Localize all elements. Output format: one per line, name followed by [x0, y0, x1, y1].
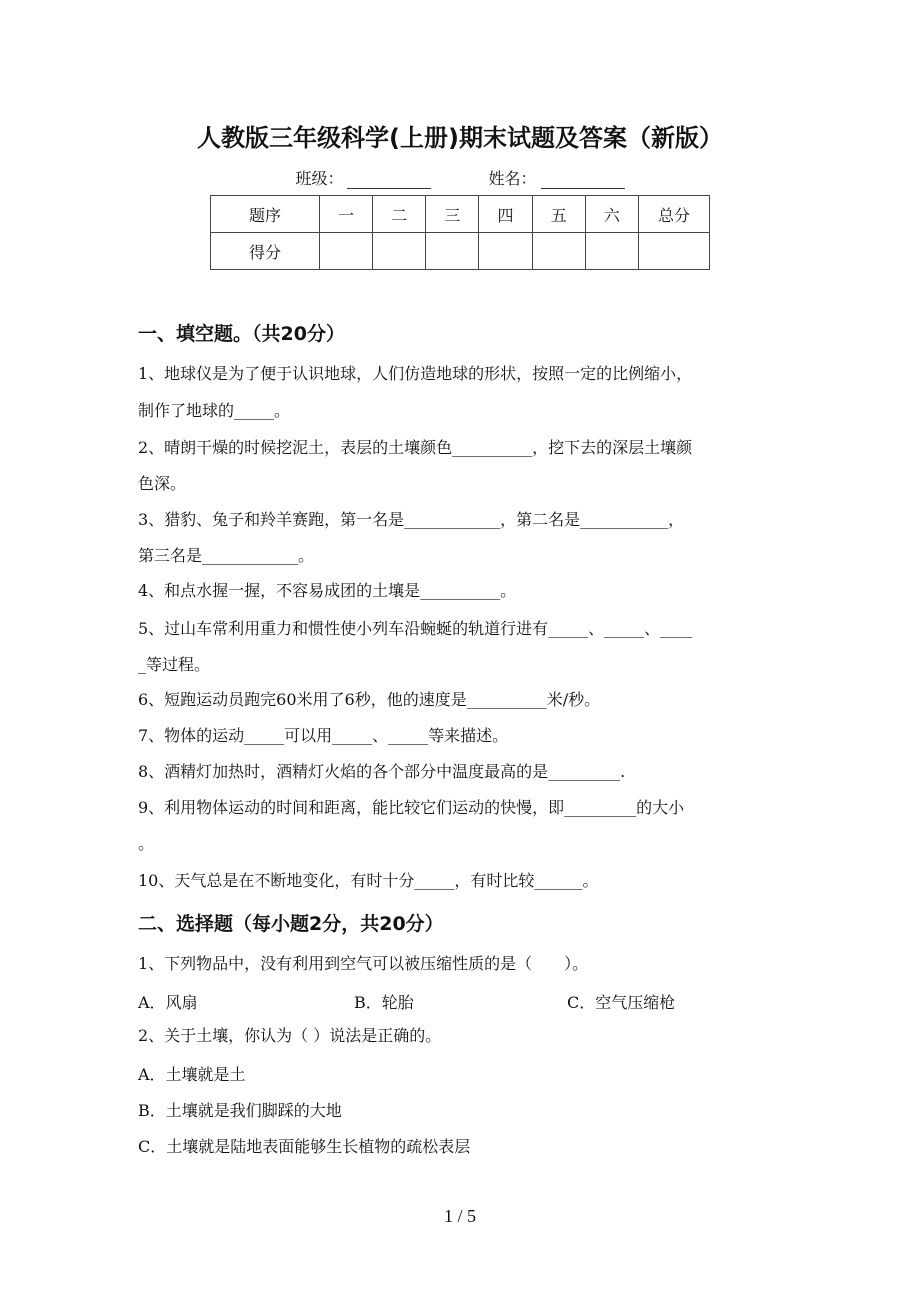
header-cell: 六: [585, 196, 638, 233]
question-line: 8、酒精灯加热时，酒精灯火焰的各个部分中温度最高的是_________.: [138, 762, 626, 781]
score-cell[interactable]: [373, 233, 426, 270]
header-cell: 四: [479, 196, 532, 233]
score-table: [210, 195, 710, 270]
question-line: 5、过山车常利用重力和惯性使小列车沿蜿蜒的轨道行进有_____、_____、____: [138, 619, 693, 638]
question-line: 9、利用物体运动的时间和距离，能比较它们运动的快慢，即_________的大小: [138, 798, 685, 817]
class-label: 班级：: [295, 169, 344, 188]
name-field: [489, 166, 625, 189]
question-line: 4、和点水握一握，不容易成团的土壤是__________。: [138, 581, 517, 600]
question-stem: 1、下列物品中，没有利用到空气可以被压缩性质的是（ ）。: [138, 954, 589, 973]
header-cell: 三: [426, 196, 479, 233]
question-line: _等过程。: [138, 655, 211, 674]
header-cell: 二: [373, 196, 426, 233]
option-b[interactable]: B．土壤就是我们脚踩的大地: [138, 1101, 342, 1120]
score-cell[interactable]: [532, 233, 585, 270]
row-label: 得分: [211, 233, 320, 270]
page-number: 1 / 5: [443, 1206, 476, 1226]
score-table-score-row: [211, 233, 710, 270]
header-cell: 一: [320, 196, 373, 233]
student-info: [0, 166, 920, 189]
header-cell: 总分: [639, 196, 710, 233]
option-a[interactable]: A．风扇: [138, 993, 198, 1012]
question-line: 色深。: [138, 474, 187, 493]
question-line: 6、短跑运动员跑完60米用了6秒，他的速度是__________米/秒。: [138, 690, 601, 709]
section-heading-fill-blank: 一、填空题。（共20分）: [138, 323, 345, 345]
name-label: 姓名：: [488, 169, 537, 188]
header-cell: 五: [532, 196, 585, 233]
question-line: 2、晴朗干燥的时候挖泥土，表层的土壤颜色__________，挖下去的深层土壤颜: [138, 438, 693, 457]
question-line: 第三名是____________。: [138, 546, 315, 565]
score-table-header-row: [211, 196, 710, 233]
option-a[interactable]: A．土壤就是土: [138, 1065, 246, 1084]
question-line: 10、天气总是在不断地变化，有时十分_____，有时比较______。: [138, 871, 599, 890]
question-stem: 2、关于土壤，你认为（ ）说法是正确的。: [138, 1026, 442, 1045]
document-title: 人教版三年级科学(上册)期末试题及答案（新版）: [197, 124, 723, 152]
header-cell: 题序: [211, 196, 320, 233]
option-b[interactable]: B．轮胎: [354, 993, 414, 1012]
question-line: 制作了地球的_____。: [138, 401, 291, 420]
section-heading-multiple-choice: 二、选择题（每小题2分，共20分）: [138, 913, 444, 935]
name-blank[interactable]: [541, 172, 625, 189]
score-cell[interactable]: [426, 233, 479, 270]
class-blank[interactable]: [347, 172, 431, 189]
option-c[interactable]: C．空气压缩枪: [567, 993, 676, 1012]
score-cell[interactable]: [479, 233, 532, 270]
score-cell[interactable]: [639, 233, 710, 270]
question-line: 。: [138, 834, 155, 853]
score-cell[interactable]: [320, 233, 373, 270]
option-c[interactable]: C．土壤就是陆地表面能够生长植物的疏松表层: [138, 1137, 471, 1156]
question-line: 1、地球仪是为了便于认识地球，人们仿造地球的形状，按照一定的比例缩小，: [138, 364, 693, 383]
class-field: [295, 166, 431, 189]
question-line: 7、物体的运动_____可以用_____、_____等来描述。: [138, 726, 509, 745]
score-cell[interactable]: [585, 233, 638, 270]
question-line: 3、猎豹、兔子和羚羊赛跑，第一名是____________，第二名是___________，: [138, 510, 685, 529]
